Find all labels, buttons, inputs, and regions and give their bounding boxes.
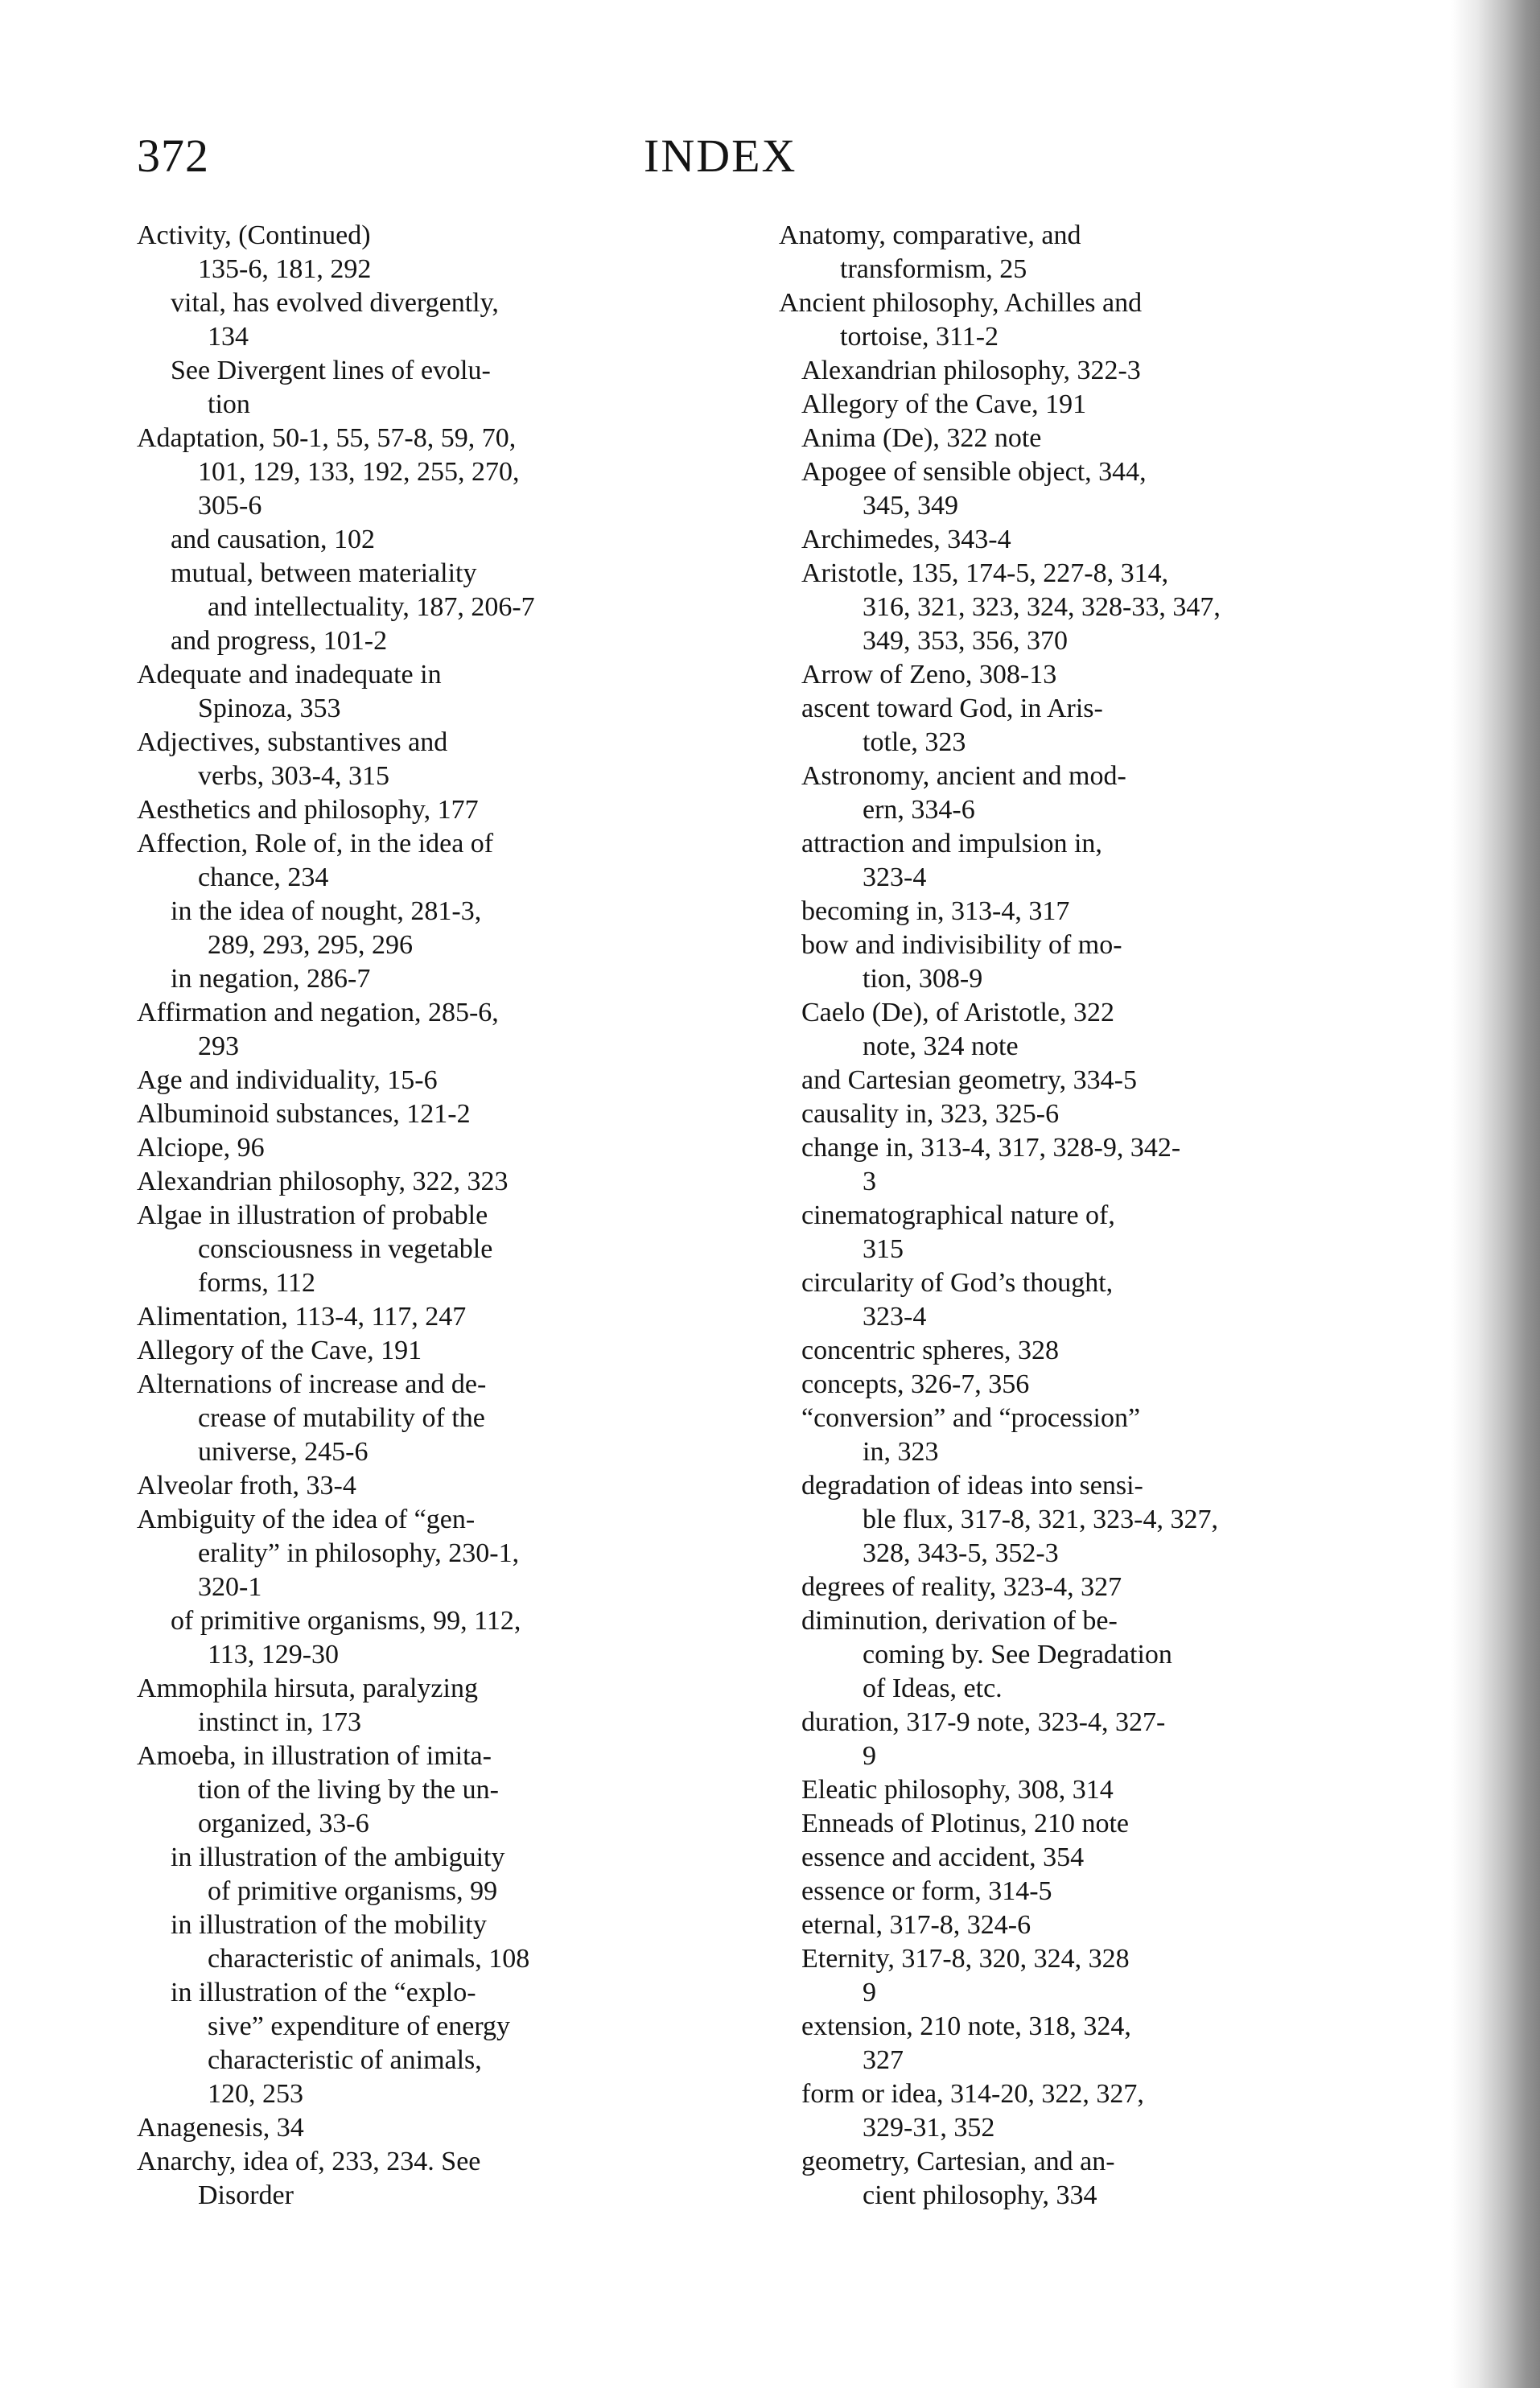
- index-entry-continuation: 345, 349: [863, 491, 958, 521]
- index-entry: [779, 1131, 1320, 1199]
- index-entry: [137, 1503, 700, 1604]
- index-entry: [779, 692, 1320, 760]
- index-entry: [137, 1604, 700, 1672]
- index-entry-continuation: coming by. See Degradation: [863, 1640, 1172, 1670]
- index-entry: [137, 1740, 700, 1841]
- index-entry-continuation: organized, 33-6: [198, 1809, 369, 1838]
- index-entry-line: ascent toward God, in Aris-: [801, 694, 1103, 723]
- index-entry-line: Anatomy, comparative, and: [779, 220, 1081, 250]
- index-entry-line: Affirmation and negation, 285-6,: [137, 998, 499, 1027]
- index-entry: [779, 354, 1320, 388]
- index-entry: [779, 1807, 1320, 1841]
- index-entry: [137, 1368, 700, 1469]
- index-entry-line: of primitive organisms, 99, 112,: [171, 1606, 521, 1636]
- index-entry-line: Alveolar froth, 33-4: [137, 1471, 356, 1501]
- index-entry-line: diminution, derivation of be-: [801, 1606, 1118, 1636]
- index-entry-continuation: universe, 245-6: [198, 1437, 369, 1467]
- index-entry: [779, 1875, 1320, 1908]
- index-entry-continuation: 3: [863, 1167, 876, 1196]
- index-entry-line: change in, 313-4, 317, 328-9, 342-: [801, 1133, 1181, 1163]
- index-entry-line: in illustration of the “explo-: [171, 1978, 476, 2007]
- index-entry-line: Anima (De), 322 note: [801, 423, 1042, 453]
- index-column-right: [779, 219, 1320, 2213]
- index-entry-continuation: characteristic of animals, 108: [208, 1944, 530, 1974]
- index-entry-line: Ambiguity of the idea of “gen-: [137, 1505, 476, 1534]
- index-entry-line: Activity, (Continued): [137, 220, 371, 250]
- index-entry-continuation: of Ideas, etc.: [863, 1674, 1003, 1703]
- index-entry: [779, 1402, 1320, 1469]
- index-entry-continuation: Disorder: [198, 2180, 294, 2210]
- index-entry-line: Adjectives, substantives and: [137, 727, 448, 757]
- running-head: INDEX: [644, 130, 797, 182]
- index-entry-line: Eternity, 317-8, 320, 324, 328: [801, 1944, 1130, 1974]
- index-entry-line: Alexandrian philosophy, 322-3: [801, 356, 1141, 385]
- index-entry-line: Caelo (De), of Aristotle, 322: [801, 998, 1115, 1027]
- index-entry: [779, 286, 1320, 354]
- index-entry-continuation: 327: [863, 2045, 904, 2075]
- index-entry: [137, 219, 700, 286]
- index-entry-line: essence or form, 314-5: [801, 1876, 1052, 1906]
- index-entry-continuation: totle, 323: [863, 727, 966, 757]
- index-entry-line: Alciope, 96: [137, 1133, 265, 1163]
- index-entry-line: essence and accident, 354: [801, 1842, 1085, 1872]
- index-entry-continuation: 323-4: [863, 863, 927, 892]
- index-entry: [137, 523, 700, 557]
- index-entry: [137, 1097, 700, 1131]
- index-entry-continuation: tion: [208, 389, 250, 419]
- index-entry-continuation: ble flux, 317-8, 321, 323-4, 327,: [863, 1505, 1218, 1534]
- index-entry-line: geometry, Cartesian, and an-: [801, 2147, 1115, 2176]
- index-entry: [779, 1908, 1320, 1942]
- index-entry: [137, 1976, 700, 2111]
- index-entry: [779, 1368, 1320, 1402]
- index-entry: [137, 658, 700, 726]
- index-entry: [779, 1773, 1320, 1807]
- index-entry: [779, 1334, 1320, 1368]
- index-entry: [779, 1571, 1320, 1604]
- index-entry: [137, 1672, 700, 1740]
- index-entry: [779, 1097, 1320, 1131]
- index-entry-line: Albuminoid substances, 121-2: [137, 1099, 471, 1129]
- index-entry: [779, 455, 1320, 523]
- index-entry: [779, 996, 1320, 1064]
- index-entry-line: Alexandrian philosophy, 322, 323: [137, 1167, 509, 1196]
- index-entry-continuation: Spinoza, 353: [198, 694, 341, 723]
- index-entry-line: Ancient philosophy, Achilles and: [779, 288, 1143, 318]
- index-entry-continuation: instinct in, 173: [198, 1707, 362, 1737]
- index-entry-line: concentric spheres, 328: [801, 1336, 1060, 1365]
- index-entry-line: degradation of ideas into sensi-: [801, 1471, 1143, 1501]
- index-entry-continuation: 316, 321, 323, 324, 328-33, 347,: [863, 592, 1221, 622]
- index-entry: [779, 2077, 1320, 2145]
- index-entry-continuation: characteristic of animals,: [208, 2045, 482, 2075]
- index-entry-continuation: cient philosophy, 334: [863, 2180, 1097, 2210]
- index-entry-continuation: note, 324 note: [863, 1031, 1019, 1061]
- index-entry-continuation: 320-1: [198, 1572, 262, 1602]
- index-entry: [137, 996, 700, 1064]
- index-entry-continuation: sive” expenditure of energy: [208, 2011, 511, 2041]
- index-entry-continuation: 101, 129, 133, 192, 255, 270,: [198, 457, 520, 487]
- index-entry-line: in the idea of nought, 281-3,: [171, 896, 482, 926]
- index-entry-continuation: 315: [863, 1234, 904, 1264]
- index-entry-line: eternal, 317-8, 324-6: [801, 1910, 1031, 1940]
- index-entry-continuation: of primitive organisms, 99: [208, 1876, 498, 1906]
- index-entry-line: and Cartesian geometry, 334-5: [801, 1065, 1137, 1095]
- index-entry: [137, 726, 700, 793]
- index-entry-continuation: in, 323: [863, 1437, 939, 1467]
- index-entry: [779, 827, 1320, 895]
- index-entry-line: duration, 317-9 note, 323-4, 327-: [801, 1707, 1166, 1737]
- index-entry-line: Apogee of sensible object, 344,: [801, 457, 1147, 487]
- index-entry: [779, 1064, 1320, 1097]
- index-entry-line: Allegory of the Cave, 191: [801, 389, 1087, 419]
- index-entry-line: Alimentation, 113-4, 117, 247: [137, 1302, 467, 1332]
- index-entry: [137, 354, 700, 422]
- index-entry-line: and progress, 101-2: [171, 626, 388, 656]
- index-entry: [779, 760, 1320, 827]
- index-entry: [779, 1706, 1320, 1773]
- index-entry-line: “conversion” and “procession”: [801, 1403, 1141, 1433]
- index-entry-line: Archimedes, 343-4: [801, 525, 1011, 554]
- index-entry: [779, 2010, 1320, 2077]
- index-entry-continuation: 329-31, 352: [863, 2113, 995, 2143]
- index-entry-continuation: tion of the living by the un-: [198, 1775, 499, 1805]
- index-entry-line: Adequate and inadequate in: [137, 660, 442, 690]
- index-entry-line: Affection, Role of, in the idea of: [137, 829, 494, 858]
- index-entry-line: Aesthetics and philosophy, 177: [137, 795, 479, 825]
- index-entry-line: Algae in illustration of probable: [137, 1200, 488, 1230]
- index-entry: [137, 895, 700, 962]
- index-entry-continuation: 293: [198, 1031, 239, 1061]
- index-entry: [137, 1199, 700, 1300]
- index-entry-line: Anagenesis, 34: [137, 2113, 304, 2143]
- index-entry: [137, 827, 700, 895]
- index-entry-line: causality in, 323, 325-6: [801, 1099, 1060, 1129]
- index-entry: [779, 1469, 1320, 1571]
- index-entry-line: cinematographical nature of,: [801, 1200, 1115, 1230]
- index-entry-continuation: 349, 353, 356, 370: [863, 626, 1068, 656]
- index-entry-line: Allegory of the Cave, 191: [137, 1336, 422, 1365]
- index-entry-line: Amoeba, in illustration of imita-: [137, 1741, 492, 1771]
- index-entry-line: Eleatic philosophy, 308, 314: [801, 1775, 1114, 1805]
- index-entry: [779, 1942, 1320, 2010]
- index-entry: [137, 793, 700, 827]
- index-entry-line: in negation, 286-7: [171, 964, 371, 994]
- index-entry-continuation: chance, 234: [198, 863, 329, 892]
- index-entry-line: See Divergent lines of evolu-: [171, 356, 491, 385]
- index-entry-continuation: 328, 343-5, 352-3: [863, 1538, 1059, 1568]
- index-entry: [137, 1334, 700, 1368]
- index-entry-line: in illustration of the ambiguity: [171, 1842, 505, 1872]
- index-entry-line: concepts, 326-7, 356: [801, 1369, 1030, 1399]
- index-entry: [137, 1131, 700, 1165]
- index-entry-line: Age and individuality, 15-6: [137, 1065, 438, 1095]
- index-entry-continuation: erality” in philosophy, 230-1,: [198, 1538, 520, 1568]
- page-edge-shadow: [1451, 0, 1540, 2388]
- index-entry: [779, 523, 1320, 557]
- index-entry: [779, 422, 1320, 455]
- index-entry-continuation: tion, 308-9: [863, 964, 983, 994]
- index-entry-continuation: verbs, 303-4, 315: [198, 761, 389, 791]
- index-entry: [137, 1841, 700, 1908]
- index-entry-continuation: ern, 334-6: [863, 795, 975, 825]
- index-entry-line: bow and indivisibility of mo-: [801, 930, 1122, 960]
- index-entry: [779, 2145, 1320, 2213]
- index-entry: [137, 1300, 700, 1334]
- index-entry-line: in illustration of the mobility: [171, 1910, 487, 1940]
- index-entry-continuation: 9: [863, 1741, 876, 1771]
- index-entry: [779, 557, 1320, 658]
- index-entry: [137, 1469, 700, 1503]
- index-entry-line: form or idea, 314-20, 322, 327,: [801, 2079, 1144, 2109]
- index-entry-continuation: and intellectuality, 187, 206-7: [208, 592, 535, 622]
- index-entry-line: Adaptation, 50-1, 55, 57-8, 59, 70,: [137, 423, 517, 453]
- index-entry-line: Arrow of Zeno, 308-13: [801, 660, 1057, 690]
- index-entry-line: extension, 210 note, 318, 324,: [801, 2011, 1131, 2041]
- index-entry-line: Aristotle, 135, 174-5, 227-8, 314,: [801, 558, 1169, 588]
- index-entry-continuation: 135-6, 181, 292: [198, 254, 372, 284]
- index-entry-continuation: 134: [208, 322, 249, 352]
- index-entry-line: and causation, 102: [171, 525, 375, 554]
- index-entry: [137, 962, 700, 996]
- index-entry: [779, 1266, 1320, 1334]
- index-entry: [137, 1165, 700, 1199]
- index-entry: [779, 895, 1320, 928]
- index-entry: [137, 624, 700, 658]
- index-entry-continuation: forms, 112: [198, 1268, 316, 1298]
- index-entry-continuation: 289, 293, 295, 296: [208, 930, 413, 960]
- index-entry: [137, 1064, 700, 1097]
- index-entry-line: Alternations of increase and de-: [137, 1369, 487, 1399]
- index-entry-continuation: transformism, 25: [840, 254, 1027, 284]
- index-entry-line: Ammophila hirsuta, paralyzing: [137, 1674, 478, 1703]
- index-column-left: [137, 219, 700, 2213]
- index-entry-line: attraction and impulsion in,: [801, 829, 1102, 858]
- index-entry: [137, 557, 700, 624]
- index-entry-continuation: 305-6: [198, 491, 262, 521]
- index-entry: [779, 1199, 1320, 1266]
- index-entry-continuation: tortoise, 311-2: [840, 322, 999, 352]
- index-entry: [137, 422, 700, 523]
- index-entry: [779, 928, 1320, 996]
- index-entry-line: mutual, between materiality: [171, 558, 477, 588]
- page-number: 372: [137, 130, 209, 182]
- index-entry-continuation: 323-4: [863, 1302, 927, 1332]
- index-entry-line: becoming in, 313-4, 317: [801, 896, 1070, 926]
- index-entry: [137, 1908, 700, 1976]
- index-entry-continuation: 9: [863, 1978, 876, 2007]
- index-entry: [137, 286, 700, 354]
- index-entry: [779, 219, 1320, 286]
- index-entry-continuation: consciousness in vegetable: [198, 1234, 493, 1264]
- index-entry-continuation: 113, 129-30: [208, 1640, 340, 1670]
- index-entry: [137, 2145, 700, 2213]
- index-entry-line: degrees of reality, 323-4, 327: [801, 1572, 1122, 1602]
- index-entry: [779, 1841, 1320, 1875]
- index-entry-line: Anarchy, idea of, 233, 234. See: [137, 2147, 481, 2176]
- index-entry-continuation: 120, 253: [208, 2079, 303, 2109]
- index-entry-line: vital, has evolved divergently,: [171, 288, 499, 318]
- index-entry-line: Enneads of Plotinus, 210 note: [801, 1809, 1130, 1838]
- index-entry-continuation: crease of mutability of the: [198, 1403, 485, 1433]
- index-entry: [779, 1604, 1320, 1706]
- index-entry: [137, 2111, 700, 2145]
- index-entry-line: circularity of God’s thought,: [801, 1268, 1114, 1298]
- index-entry: [779, 388, 1320, 422]
- index-entry: [779, 658, 1320, 692]
- index-entry-line: Astronomy, ancient and mod-: [801, 761, 1126, 791]
